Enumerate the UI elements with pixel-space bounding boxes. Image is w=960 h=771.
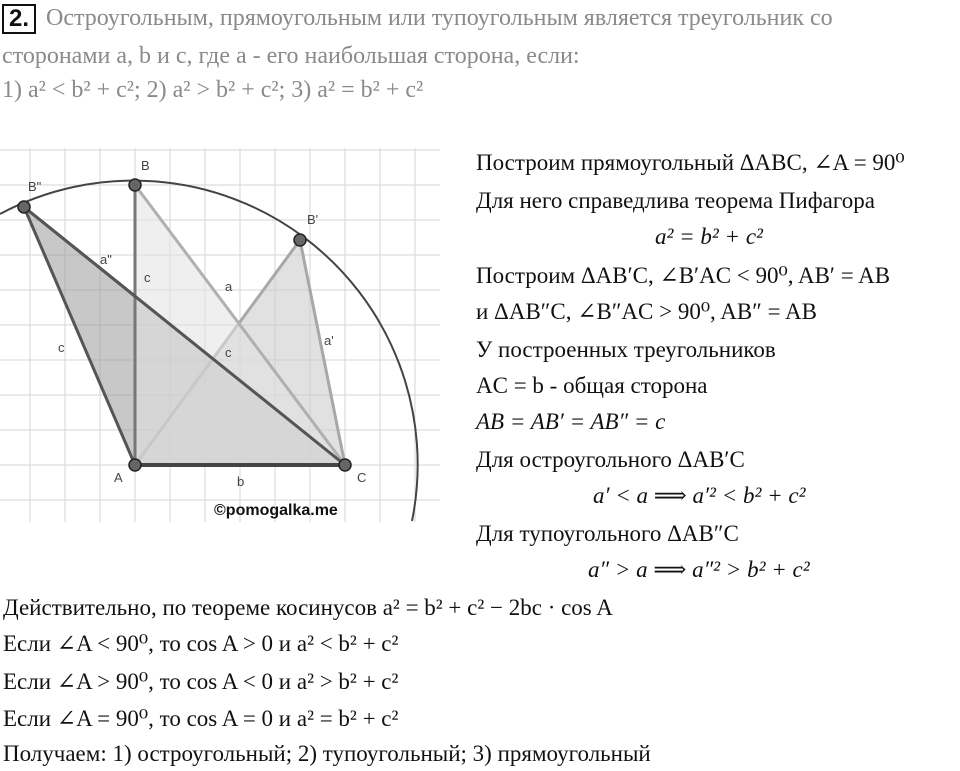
solution-line-7: AC = b - общая сторона <box>476 373 708 398</box>
point-b1 <box>294 234 306 246</box>
solution-line-11: Для тупоугольного ΔAB″C <box>476 521 739 546</box>
point-b2 <box>18 201 30 213</box>
label-c-vertex: C <box>357 470 367 485</box>
solution-line-10: a′ < a ⟹ a′² < b² + c² <box>593 483 806 508</box>
label-a-vertex: A <box>114 470 123 485</box>
problem-line-2: сторонами a, b и c, где a - его наибольшая сторона, если: <box>2 43 580 69</box>
label-b: B <box>141 158 150 173</box>
label-b-side: b <box>237 474 245 489</box>
label-c-ab2: c <box>58 340 65 355</box>
solution-line-6: У построенных треугольников <box>476 337 776 362</box>
solution-line-9: Для остроугольного ΔAB′C <box>476 447 745 472</box>
label-b1: B' <box>307 212 319 227</box>
problem-number: 2. <box>2 4 36 34</box>
case-right: Если ∠A = 90⁰, то cos A = 0 и a² = b² + c² <box>3 706 399 731</box>
case-acute: Если ∠A < 90⁰, то cos A > 0 и a² < b² + c² <box>3 631 399 656</box>
case-obtuse: Если ∠A > 90⁰, то cos A < 0 и a² > b² + c² <box>3 669 399 694</box>
problem-line-1: Остроугольным, прямоугольным или тупоугольным является треугольник со <box>46 5 833 31</box>
point-c <box>339 459 351 471</box>
label-c-ab: c <box>144 270 151 285</box>
solution-line-1: Построим прямоугольный ΔABC, ∠A = 90⁰ <box>476 150 905 175</box>
solution-line-2: Для него справедлива теорема Пифагора <box>476 188 875 213</box>
cosine-line: Действительно, по теореме косинусов a² = b² + c² − 2bc · cos A <box>3 595 613 620</box>
label-a-bc: a <box>225 279 233 294</box>
answer-line: Получаем: 1) остроугольный; 2) тупоугольный; 3) прямоугольный <box>3 741 651 766</box>
solution-line-4: Построим ΔAB′C, ∠B′AC < 90⁰, AB′ = AB <box>476 263 891 288</box>
problem-line-3: 1) a² < b² + c²; 2) a² > b² + c²; 3) a² = b² + c² <box>2 77 424 103</box>
solution-line-5: и ΔAB″C, ∠B″AC > 90⁰, AB″ = AB <box>476 299 817 324</box>
label-a2: a" <box>100 252 112 267</box>
watermark: ©pomogalka.me <box>214 502 338 519</box>
label-c-ab1: c <box>225 345 232 360</box>
label-b2: B" <box>28 179 42 194</box>
label-a1: a' <box>324 333 334 348</box>
solution-line-12: a″ > a ⟹ a″² > b² + c² <box>588 557 810 582</box>
point-a <box>129 459 141 471</box>
solution-line-3: a² = b² + c² <box>655 224 763 249</box>
solution-line-8: AB = AB′ = AB″ = c <box>476 409 666 434</box>
point-b <box>129 179 141 191</box>
triangle-figure <box>0 140 440 525</box>
